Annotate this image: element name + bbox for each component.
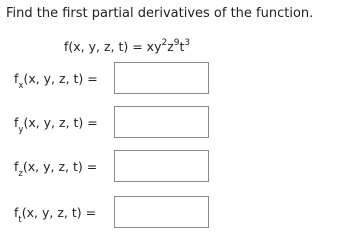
fy-answer-input[interactable] xyxy=(114,106,209,138)
answer-row-ft xyxy=(14,196,214,230)
exponent-z: 9 xyxy=(173,38,180,48)
label-args: (x, y, z, t) = xyxy=(21,205,97,220)
question-prompt: Find the first partial derivatives of the function. xyxy=(6,6,314,21)
label-f: f xyxy=(14,205,19,220)
function-var-z: z xyxy=(167,39,174,55)
partial-fx-label xyxy=(14,71,98,93)
label-subscript: z xyxy=(18,168,23,179)
label-subscript: t xyxy=(18,214,22,225)
label-f: f xyxy=(14,159,19,174)
label-subscript: y xyxy=(18,124,24,135)
label-args: (x, y, z, t) = xyxy=(23,115,98,130)
function-var-t: t xyxy=(179,39,185,55)
partial-ft-label xyxy=(14,205,96,227)
ft-answer-input[interactable] xyxy=(114,196,209,228)
exponent-y: 2 xyxy=(161,38,168,48)
label-args: (x, y, z, t) = xyxy=(23,71,98,86)
label-f: f xyxy=(14,71,19,86)
answer-row-fx xyxy=(14,62,214,96)
fx-answer-input[interactable] xyxy=(114,62,209,94)
partial-fy-label xyxy=(14,115,98,137)
label-args: (x, y, z, t) = xyxy=(22,159,98,174)
answer-row-fz xyxy=(14,150,214,184)
label-f: f xyxy=(14,115,19,130)
exponent-t: 3 xyxy=(184,38,191,48)
partial-fz-label xyxy=(14,159,97,181)
answer-row-fy xyxy=(14,106,214,140)
function-definition xyxy=(64,36,190,55)
function-lhs: f(x, y, z, t) = xy xyxy=(64,39,162,55)
label-subscript: x xyxy=(18,80,24,91)
fz-answer-input[interactable] xyxy=(114,150,209,182)
